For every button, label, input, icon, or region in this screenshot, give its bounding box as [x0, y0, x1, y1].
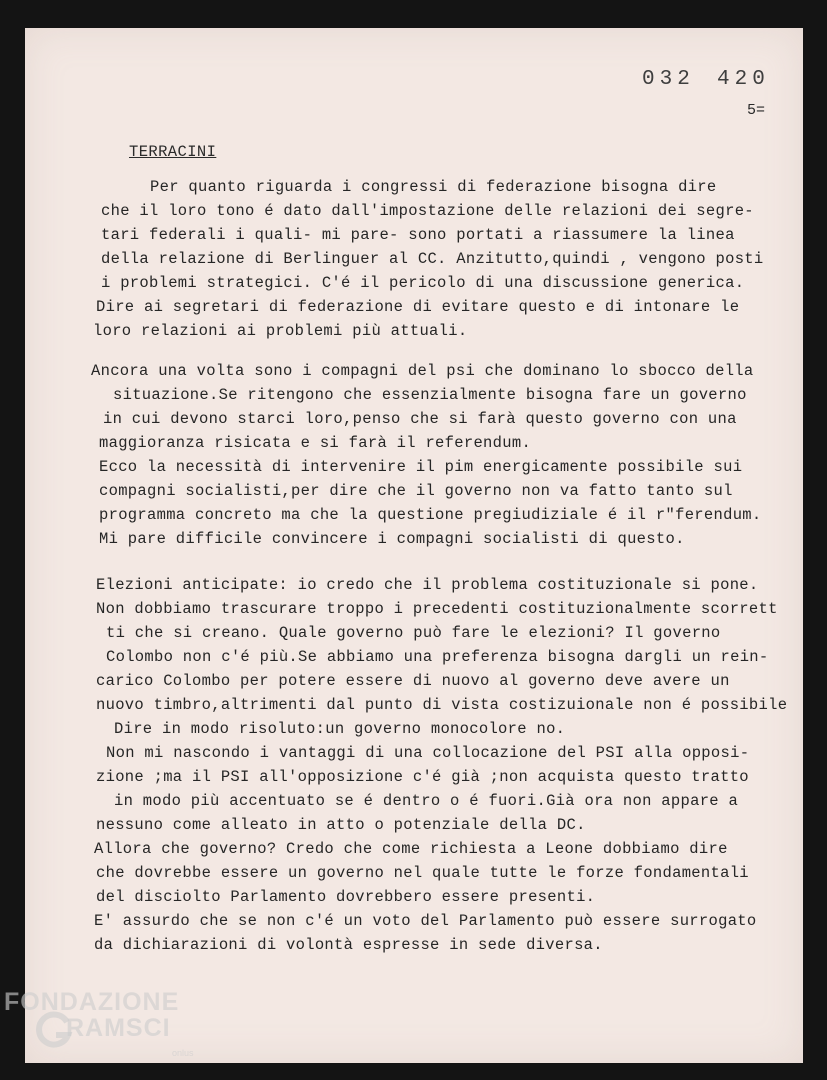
text-line: in cui devono starci loro,penso che si farà questo governo con una — [103, 410, 737, 428]
text-line: Non mi nascondo i vantaggi di una collocazione del PSI alla opposi- — [106, 744, 750, 762]
document-page — [25, 28, 803, 1063]
page-number: 5= — [747, 102, 766, 119]
text-line: i problemi strategici. C'é il pericolo di una discussione generica. — [101, 274, 745, 292]
text-line: che dovrebbe essere un governo nel quale tutte le forze fondamentali — [96, 864, 749, 882]
archive-stamp-number: 420 — [717, 68, 770, 91]
text-line: Non dobbiamo trascurare troppo i precedenti costituzionalmente scorrett — [96, 600, 778, 618]
text-line: nessuno come alleato in atto o potenziale della DC. — [96, 816, 586, 834]
watermark-tag: onlus — [172, 1048, 194, 1058]
text-line: tari federali i quali- mi pare- sono portati a riassumere la linea — [101, 226, 735, 244]
text-line: nuovo timbro,altrimenti dal punto di vista costizuionale non é possibile — [96, 696, 788, 714]
archive-stamp-number: 032 — [642, 68, 695, 91]
text-line: Ecco la necessità di intervenire il pim energicamente possibile sui — [99, 458, 743, 476]
text-line: Ancora una volta sono i compagni del psi che dominano lo sbocco della — [91, 362, 754, 380]
watermark-line1: FONDAZIONE — [4, 988, 180, 1016]
document-title: TERRACINI — [129, 143, 217, 161]
text-line: Per quanto riguarda i congressi di federazione bisogna dire — [150, 178, 717, 196]
text-line: E' assurdo che se non c'é un voto del Parlamento può essere surrogato — [94, 912, 757, 930]
text-line: Allora che governo? Credo che come richiesta a Leone dobbiamo dire — [94, 840, 728, 858]
text-line: della relazione di Berlinguer al CC. Anzitutto,quindi , vengono posti — [101, 250, 764, 268]
text-line: Elezioni anticipate: io credo che il problema costituzionale si pone. — [96, 576, 759, 594]
text-line: compagni socialisti,per dire che il governo non va fatto tanto sul — [99, 482, 733, 500]
text-line: ti che si creano. Quale governo può fare le elezioni? Il governo — [106, 624, 721, 642]
text-line: da dichiarazioni di volontà espresse in sede diversa. — [94, 936, 603, 954]
text-line: carico Colombo per potere essere di nuovo al governo deve avere un — [96, 672, 730, 690]
text-line: maggioranza risicata e si farà il referendum. — [99, 434, 532, 452]
text-line: Mi pare difficile convincere i compagni socialisti di questo. — [99, 530, 685, 548]
watermark-line2: RAMSCI — [66, 1014, 171, 1042]
text-line: Colombo non c'é più.Se abbiamo una preferenza bisogna dargli un rein- — [106, 648, 769, 666]
text-line: che il loro tono é dato dall'impostazione delle relazioni dei segre- — [101, 202, 754, 220]
text-line: del disciolto Parlamento dovrebbero essere presenti. — [96, 888, 596, 906]
foundation-watermark — [4, 988, 194, 1058]
text-line: Dire in modo risoluto:un governo monocolore no. — [114, 720, 566, 738]
text-line: zione ;ma il PSI all'opposizione c'é già ;non acquista questo tratto — [96, 768, 749, 786]
text-line: programma concreto ma che la questione pregiudiziale é il r"ferendum. — [99, 506, 762, 524]
text-line: in modo più accentuato se é dentro o é fuori.Già ora non appare a — [114, 792, 739, 810]
text-line: Dire ai segretari di federazione di evitare questo e di intonare le — [96, 298, 740, 316]
text-line: loro relazioni ai problemi più attuali. — [93, 322, 468, 340]
text-line: situazione.Se ritengono che essenzialmente bisogna fare un governo — [113, 386, 747, 404]
